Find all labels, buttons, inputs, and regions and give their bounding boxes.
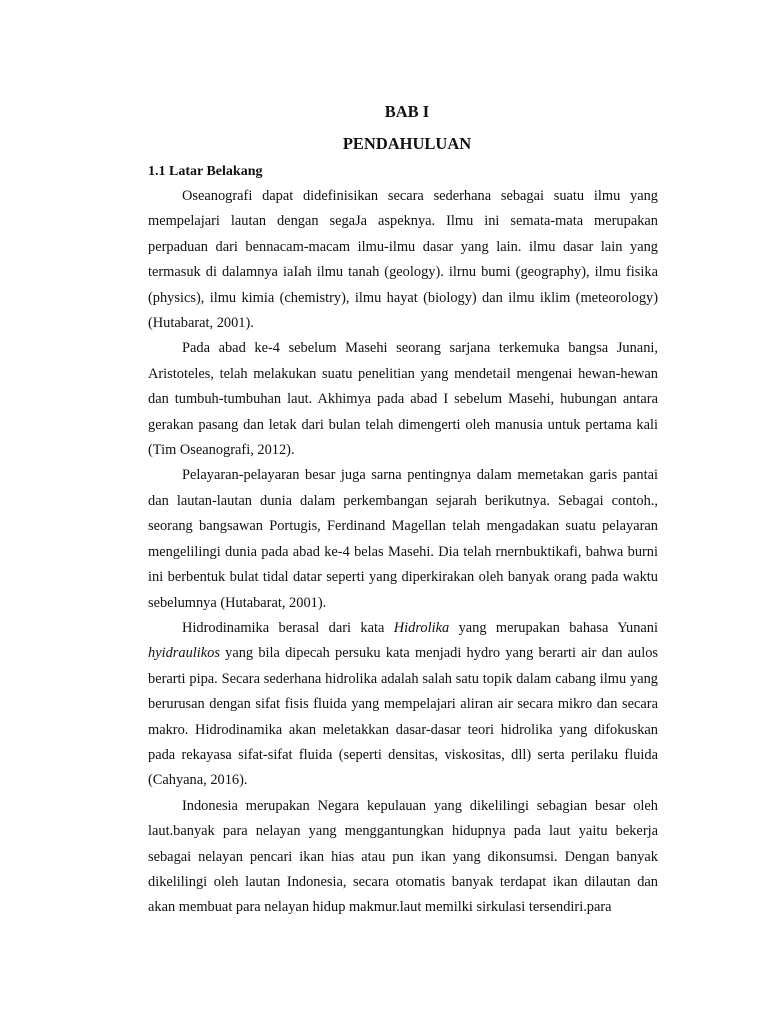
paragraph-text: Hidrodinamika berasal dari kata [182,619,394,636]
italic-term: hyidraulikos [148,645,220,662]
paragraph: Pada abad ke-4 sebelum Masehi seorang sarjana terkemuka bangsa Junani, Aristoteles, telah melakukan suatu penelitian yang mendetail mengenai hewan-hewan dan tumbuh-tumbuhan laut. Akhimya pada abad I sebelum Masehi, hubungan antara gerakan pasang dan letak dari bulan telah dimengerti oleh manusia untuk pertama kali (Tim Oseanografi, 2012). [148,340,658,459]
chapter-title: PENDAHULUAN [342,134,472,153]
section-heading: 1.1 Latar Belakang [148,164,263,179]
document-page [148,100,658,921]
paragraph [148,616,658,794]
paragraph-text: yang bila dipecah persuku kata menjadi hydro yang berarti air dan aulos berarti pipa. Secara sederhana hidrolika adalah salah satu topik dalam cabang ilmu yang berurusan dengan sifat fisis fluida yang mempelajari aliran air secara mikro dan secara makro. Hidrodinamika akan meletakkan dasar-dasar teori hidrolika yang difokuskan pada rekayasa sifat-sifat fluida (seperti densitas, viskositas, dll) serta perilaku fluida (Cahyana, 2016). [148,645,658,789]
paragraph: Indonesia merupakan Negara kepulauan yang dikelilingi sebagian besar oleh laut.banyak para nelayan yang menggantungkan hidupnya pada laut yaitu bekerja sebagai nelayan pencari ikan hias atau pun ikan yang dikonsumsi. Dengan banyak dikelilingi oleh lautan Indonesia, secara otomatis banyak terdapat ikan dilautan dan akan membuat para nelayan hidup makmur.laut memilki sirkulasi tersendiri.para [148,797,658,916]
italic-term: Hidrolika [393,619,450,636]
paragraph: Oseanografi dapat didefinisikan secara sederhana sebagai suatu ilmu yang mempelajari lautan dengan segaJa aspeknya. Ilmu ini semata-mata merupakan perpaduan dari bennacam-macam ilmu-ilmu dasar yang lain. ilmu dasar lain yang termasuk di dalamnya iaIah ilmu tanah (geology). ilrnu bumi (geography), ilmu fisika (physics), ilmu kimia (chemistry), ilmu hayat (biology) dan ilmu iklim (meteorology) (Hutabarat, 2001). [148,188,658,332]
chapter-label: BAB I [384,102,430,121]
paragraph: Pelayaran-pelayaran besar juga sarna pentingnya dalam memetakan garis pantai dan lautan-lautan dunia dalam perkembangan sejarah berikutnya. Sebagai contoh., seorang bangsawan Portugis, Ferdinand Magellan telah mengadakan suatu pelayaran mengelilingi dunia pada abad ke-4 belas Masehi. Dia telah rnernbuktikafi, bahwa burni ini berbentuk bulat tidal datar seperti yang diperkirakan oleh banyak orang pada waktu sebelumnya (Hutabarat, 2001). [148,467,658,611]
paragraph-text: yang merupakan bahasa Yunani [449,619,658,636]
